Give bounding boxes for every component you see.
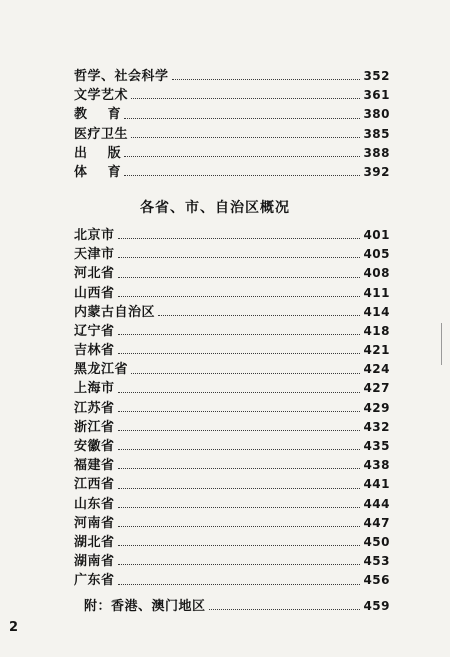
toc-entry-title: 福建省 (74, 458, 115, 474)
dot-leader (118, 334, 361, 335)
dot-leader (118, 507, 361, 508)
toc-entry-page: 361 (363, 88, 390, 103)
toc-entry-page: 441 (363, 477, 390, 492)
toc-entry[interactable] (74, 495, 390, 514)
toc-entry-page: 427 (363, 381, 390, 396)
toc-entry[interactable] (74, 437, 390, 456)
toc-entry-page: 388 (363, 145, 390, 160)
toc-entry-title: 河南省 (74, 515, 115, 531)
dot-leader (131, 137, 360, 138)
toc-entry-title: 湖南省 (74, 554, 115, 570)
toc-entry-page: 418 (363, 323, 390, 338)
dot-leader (118, 411, 361, 412)
dot-leader (172, 79, 361, 80)
toc-entry[interactable] (74, 226, 390, 245)
toc-entry-title: 山东省 (74, 496, 115, 512)
toc-entry-title: 广东省 (74, 573, 115, 589)
dot-leader (118, 277, 361, 278)
toc-entry[interactable] (74, 264, 390, 283)
section-heading: 各省、市、自治区概况 (140, 200, 290, 216)
toc-entry-page: 432 (363, 419, 390, 434)
toc-entry-page: 429 (363, 400, 390, 415)
toc-entry-page: 438 (363, 458, 390, 473)
dot-leader (118, 296, 361, 297)
toc-entry-title: 河北省 (74, 266, 115, 282)
toc-entry-page: 453 (363, 554, 390, 569)
toc-entry[interactable] (74, 341, 390, 360)
toc-entry-title: 内蒙古自治区 (74, 304, 156, 320)
toc-entry-title: 教 育 (74, 107, 122, 123)
toc-entry[interactable] (74, 456, 390, 475)
toc-entry[interactable] (74, 245, 390, 264)
toc-entry-page: 385 (363, 126, 390, 141)
dot-leader (124, 156, 360, 157)
dot-leader (118, 584, 361, 585)
toc-entry[interactable] (74, 571, 390, 590)
dot-leader (118, 468, 361, 469)
toc-entry-title: 医疗卫生 (74, 126, 129, 142)
toc-entry-page: 444 (363, 496, 390, 511)
toc-entry-title: 附：香港、澳门地区 (84, 598, 206, 614)
toc-entry-appendix[interactable] (84, 597, 390, 616)
dot-leader (118, 488, 361, 489)
dot-leader (118, 545, 361, 546)
toc-entry-page: 411 (363, 285, 390, 300)
toc-entry[interactable] (74, 418, 390, 437)
toc-entry[interactable] (74, 475, 390, 494)
dot-leader (124, 118, 360, 119)
dot-leader (131, 98, 360, 99)
page-number: 2 (9, 620, 19, 635)
toc-entry-title: 江西省 (74, 477, 115, 493)
toc-entry-title: 安徽省 (74, 439, 115, 455)
toc-entry-title: 出 版 (74, 145, 122, 161)
toc-entry-title: 吉林省 (74, 343, 115, 359)
dot-leader (118, 430, 361, 431)
toc-entry-title: 山西省 (74, 285, 115, 301)
toc-general-list (74, 67, 390, 182)
toc-entry-page: 424 (363, 362, 390, 377)
dot-leader (158, 315, 360, 316)
toc-entry-page: 380 (363, 107, 390, 122)
toc-entry-title: 文学艺术 (74, 88, 129, 104)
toc-entry-title: 体 育 (74, 164, 122, 180)
toc-entry-page: 414 (363, 304, 390, 319)
scan-mark (441, 323, 442, 365)
toc-entry-page: 401 (363, 227, 390, 242)
toc-entry-title: 辽宁省 (74, 323, 115, 339)
toc-entry[interactable] (74, 322, 390, 341)
toc-entry[interactable] (74, 514, 390, 533)
toc-entry-title: 上海市 (74, 381, 115, 397)
dot-leader (124, 175, 360, 176)
toc-entry[interactable] (74, 399, 390, 418)
toc-entry-page: 352 (363, 68, 390, 83)
toc-appendix (84, 597, 390, 616)
dot-leader (118, 564, 361, 565)
toc-entry[interactable] (74, 284, 390, 303)
toc-entry[interactable] (74, 360, 390, 379)
toc-entry-title: 湖北省 (74, 534, 115, 550)
dot-leader (131, 373, 360, 374)
toc-entry-page: 459 (363, 598, 390, 613)
toc-entry[interactable] (74, 144, 390, 163)
toc-entry-page: 447 (363, 515, 390, 530)
toc-entry-title: 北京市 (74, 227, 115, 243)
dot-leader (118, 526, 361, 527)
toc-entry-page: 421 (363, 343, 390, 358)
toc-entry[interactable] (74, 552, 390, 571)
toc-entry[interactable] (74, 163, 390, 182)
toc-entry[interactable] (74, 380, 390, 399)
toc-entry-page: 408 (363, 266, 390, 281)
toc-entry-page: 392 (363, 164, 390, 179)
toc-entry[interactable] (74, 86, 390, 105)
toc-entry-title: 哲学、社会科学 (74, 68, 169, 84)
toc-entry-title: 浙江省 (74, 419, 115, 435)
toc-entry[interactable] (74, 533, 390, 552)
dot-leader (118, 392, 361, 393)
toc-entry-page: 456 (363, 573, 390, 588)
toc-entry-page: 450 (363, 534, 390, 549)
toc-entry-title: 黑龙江省 (74, 362, 129, 378)
toc-provinces-list (74, 226, 390, 591)
dot-leader (118, 449, 361, 450)
dot-leader (118, 257, 361, 258)
toc-entry-page: 435 (363, 439, 390, 454)
dot-leader (118, 238, 361, 239)
dot-leader (209, 609, 361, 610)
toc-entry[interactable] (74, 105, 390, 124)
toc-entry-title: 天津市 (74, 247, 115, 263)
toc-entry[interactable] (74, 125, 390, 144)
toc-entry-title: 江苏省 (74, 400, 115, 416)
dot-leader (118, 353, 361, 354)
toc-entry[interactable] (74, 67, 390, 86)
toc-entry[interactable] (74, 303, 390, 322)
toc-entry-page: 405 (363, 247, 390, 262)
